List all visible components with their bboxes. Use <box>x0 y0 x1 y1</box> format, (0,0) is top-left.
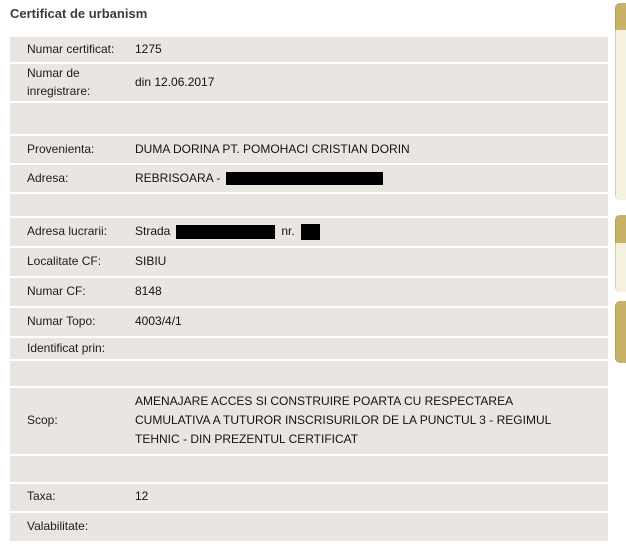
field-value: 1275 <box>135 41 162 56</box>
spacer-row <box>10 456 608 482</box>
field-label: Provenienta: <box>27 141 95 156</box>
field-label: Numar de inregistrare: <box>27 66 91 98</box>
field-value-text: Strada <box>135 224 171 239</box>
field-value-text: nr. <box>281 224 295 239</box>
field-value-text: REBRISOARA - <box>135 170 221 185</box>
spacer-row <box>10 103 608 134</box>
field-row-adresa-lucrarii <box>10 218 608 246</box>
field-row-adresa <box>10 165 608 192</box>
field-label: Taxa: <box>27 489 56 504</box>
field-row-identificat-prin <box>10 338 608 359</box>
field-value: 8148 <box>135 284 162 299</box>
field-row-localitate-cf <box>10 248 608 276</box>
field-row-numar-topo <box>10 308 608 336</box>
field-label: Valabilitate: <box>27 518 89 533</box>
certificate-details-panel <box>10 37 608 543</box>
field-label: Numar Topo: <box>27 314 96 329</box>
redaction-bar <box>301 224 320 240</box>
spacer-row <box>10 361 608 386</box>
field-value: SIBIU <box>135 254 167 269</box>
side-panel-body-1 <box>615 30 626 200</box>
field-row-scop <box>10 388 608 454</box>
page-title: Certificat de urbanism <box>10 6 148 21</box>
side-panel-body-2 <box>615 243 626 292</box>
field-row-provenienta <box>10 136 608 163</box>
spacer-row <box>10 194 608 216</box>
field-value: DUMA DORINA PT. POMOHACI CRISTIAN DORIN <box>135 141 410 156</box>
field-value: AMENAJARE ACCES SI CONSTRUIRE POARTA CU RESPECTAREA CUMULATIVA A TUTUROR INSCRISURILOR DE LA PUNCTUL 3 - REGIMUL TEHNIC - DIN PREZENTUL CERTIFICAT <box>135 394 551 447</box>
side-panel-header-3[interactable] <box>615 301 626 363</box>
redaction-bar <box>176 225 275 239</box>
field-label: Identificat prin: <box>27 340 106 355</box>
field-label: Localitate CF: <box>27 254 102 269</box>
field-label: Numar certificat: <box>27 41 115 56</box>
field-row-valabilitate <box>10 513 608 541</box>
field-label: Numar CF: <box>27 284 86 299</box>
side-panel-header-2[interactable] <box>615 215 626 243</box>
field-row-taxa <box>10 484 608 511</box>
redaction-bar <box>226 172 383 185</box>
side-panel-header-1[interactable] <box>615 3 626 30</box>
field-label: Scop: <box>27 413 58 428</box>
field-label: Adresa: <box>27 170 69 185</box>
field-value: din 12.06.2017 <box>135 74 215 89</box>
field-row-numar-certificat <box>10 37 608 62</box>
field-label: Adresa lucrarii: <box>27 224 108 239</box>
field-value: 4003/4/1 <box>135 314 182 329</box>
field-value: 12 <box>135 489 149 504</box>
field-value <box>135 222 590 241</box>
field-row-numar-cf <box>10 278 608 306</box>
field-value <box>135 169 590 188</box>
field-row-numar-inregistrare <box>10 64 608 101</box>
